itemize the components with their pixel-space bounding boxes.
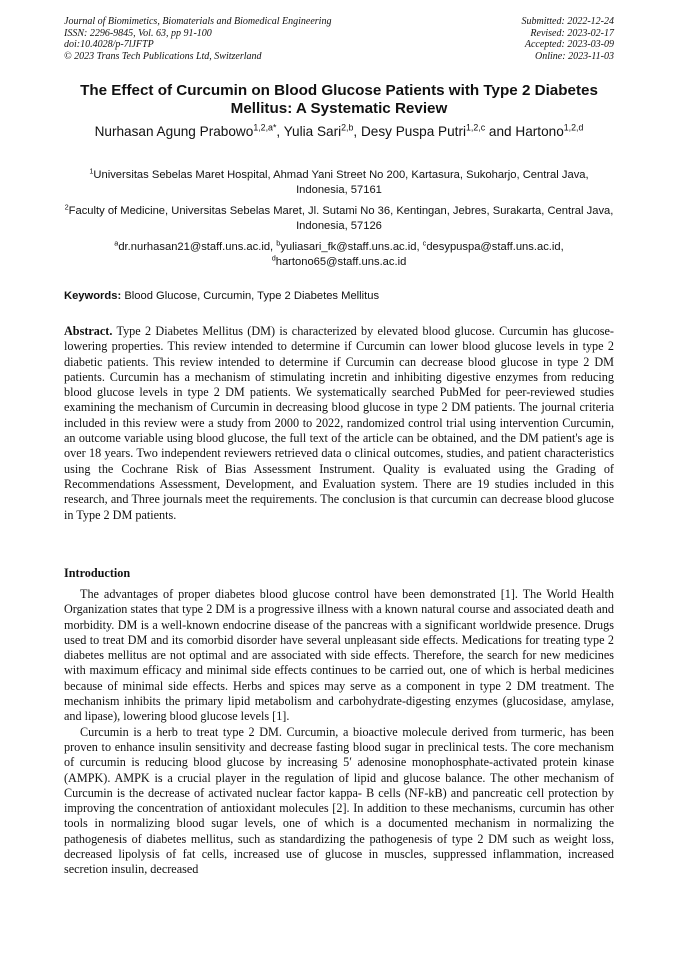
author-sup: 2,b (341, 122, 354, 133)
email-sep: , (560, 241, 564, 253)
author-sep: and (485, 124, 516, 139)
affiliation-2 (64, 204, 614, 234)
keywords-label: Keywords: (64, 290, 122, 302)
author-list (64, 122, 614, 141)
email-sep: , (416, 241, 423, 253)
affiliation-1 (64, 168, 614, 198)
author-sup: 1,2,c (466, 122, 486, 133)
email-address[interactable]: yuliasari_fk@staff.uns.ac.id (280, 241, 417, 253)
journal-name: Journal of Biomimetics, Biomaterials and Biomedical Engineering (64, 16, 332, 27)
email-sup: b (276, 238, 281, 248)
keywords-line (64, 289, 614, 303)
online-date: Online: 2023-11-03 (535, 50, 614, 62)
author-name: Yulia Sari (283, 124, 342, 139)
affiliation-text: Faculty of Medicine, Universitas Sebelas Maret, Jl. Sutami No 36, Kentingan, Jebres, Surakarta, Central Java, Indonesia, 57126 (68, 205, 614, 232)
email-address[interactable]: desypuspa@staff.uns.ac.id (426, 241, 561, 253)
affiliation-text: Universitas Sebelas Maret Hospital, Ahmad Yani Street No 200, Kartasura, Sukoharjo, Central Java, Indonesia, 57161 (93, 169, 589, 196)
email-sup: d (271, 252, 276, 262)
accepted-date: Accepted: 2023-03-09 (524, 39, 614, 50)
abstract-label: Abstract. (64, 324, 113, 338)
revised-date: Revised: 2023-02-17 (530, 27, 614, 39)
paragraph: Curcumin is a herb to treat type 2 DM. Curcumin, a bioactive molecule derived from turmeric, has been proven to enhance insulin sensitivity and decrease fasting blood sugar in preclinical tests. The core mechanism of curcumin is reducing blood glucose by increasing 5′ adenosine monophosphate-activated protein kinase (AMPK). AMPK is a crucial player in the regulation of lipid and glucose balance. The other mechanism of Curcumin is the decrease of activated nuclear factor kappa- B cells (NF-kB) and pancreatic cell protection by improving the concentration of antioxidant molecules [2]. In addition to these mechanisms, curcumin has other tools in normalizing blood sugar levels, one of which is a documented mechanism in normalizing the pathogenesis of diabetes mellitus, such as standardizing the pathogenesis of type 2 DM such as weight loss, decreased lipolysis of fat cells, increased use of glucose in muscles, suppressed inflammation, increased secretion insulin, decreased (64, 724, 614, 877)
introduction-body (64, 587, 614, 878)
author-sup: 1,2,a* (253, 122, 277, 133)
email-sep: , (270, 241, 277, 253)
affiliation-sup: 1 (89, 166, 94, 176)
author-emails (64, 240, 614, 269)
abstract (64, 324, 614, 523)
author-sep: , (353, 124, 361, 139)
author-name: Nurhasan Agung Prabowo (94, 124, 254, 139)
journal-info (64, 16, 331, 62)
paragraph: The advantages of proper diabetes blood glucose control have been demonstrated [1]. The World Health Organization states that type 2 DM is a progressive illness with a known natural course and associated death and morbidity. DM is a well-known endocrine disease of the pancreas with a significant worldwide presence. Drugs used to treat DM and its comorbid disorder have several unpleasant side effects. Medications for treating type 2 diabetes mellitus are not optimal and are associated with side effects. Therefore, the search for new medicines with maximum efficacy and minimal side effects continues to be carried out, one of which is herbal medicines because of minimal side effects. Herbs and spices may serve as a component in type 2 DM treatment. The mechanism inhibits the primary lipid metabolism and carbohydrate-digesting enzymes (glucosidase, amylase, and lipase), lowering blood glucose levels [1]. (64, 587, 614, 724)
keywords-text: Blood Glucose, Curcumin, Type 2 Diabetes Mellitus (124, 290, 380, 302)
email-address[interactable]: dr.nurhasan21@staff.uns.ac.id (118, 241, 271, 253)
email-sup: a (114, 238, 119, 248)
introduction-heading: Introduction (64, 566, 131, 580)
author-name: Desy Puspa Putri (360, 124, 467, 139)
journal-doi: doi:10.4028/p-7lJFTP (64, 39, 154, 50)
author-name: Hartono (515, 124, 564, 139)
paper-title: The Effect of Curcumin on Blood Glucose Patients with Type 2 Diabetes Mellitus: A Systematic Review (80, 82, 598, 117)
journal-header (64, 16, 614, 66)
affiliation-sup: 2 (64, 202, 69, 212)
publication-dates (522, 16, 615, 62)
abstract-text: Type 2 Diabetes Mellitus (DM) is characterized by elevated blood glucose. Curcumin has glucose-lowering properties. This review intended to determine if Curcumin can lower blood glucose levels in type 2 diabetic patients. This review intended to determine if Curcumin can decrease blood glucose in type 2 DM patients. Curcumin has a mechanism of stimulating incretin and inhibiting digestive enzymes from reducing blood glucose levels in type 2 DM patients. We systematically searched PubMed for peer-reviewed studies examining the mechanism of Curcumin in decreasing blood glucose in type 2 DM patients. The journal criteria included in this review were a study from 2000 to 2022, randomized control trial using intervention Curcumin, an outcome variable using blood glucose, the full text of the article can be obtained, and the DM patient's age is over 18 years. Two independent reviewers retrieved data o clinical outcomes, studies, and patient characteristics using the Cochrane Risk of Bias Assessment Instrument. Quality is evaluated using the Grading of Recommendations Assessment, Development, and Evaluation system. There are 19 studies included in this research, and Three journals meet the requirements. The conclusion is that curcumin can decrease blood glucose in Type 2 DM patients. (64, 324, 614, 522)
email-sup: c (422, 238, 427, 248)
journal-copyright: © 2023 Trans Tech Publications Ltd, Switzerland (64, 50, 262, 62)
submitted-date: Submitted: 2022-12-24 (521, 16, 614, 27)
email-address[interactable]: hartono65@staff.uns.ac.id (275, 255, 407, 268)
journal-issn: ISSN: 2296-9845, Vol. 63, pp 91-100 (64, 27, 212, 39)
author-sep: , (276, 124, 284, 139)
author-sup: 1,2,d (563, 122, 584, 133)
